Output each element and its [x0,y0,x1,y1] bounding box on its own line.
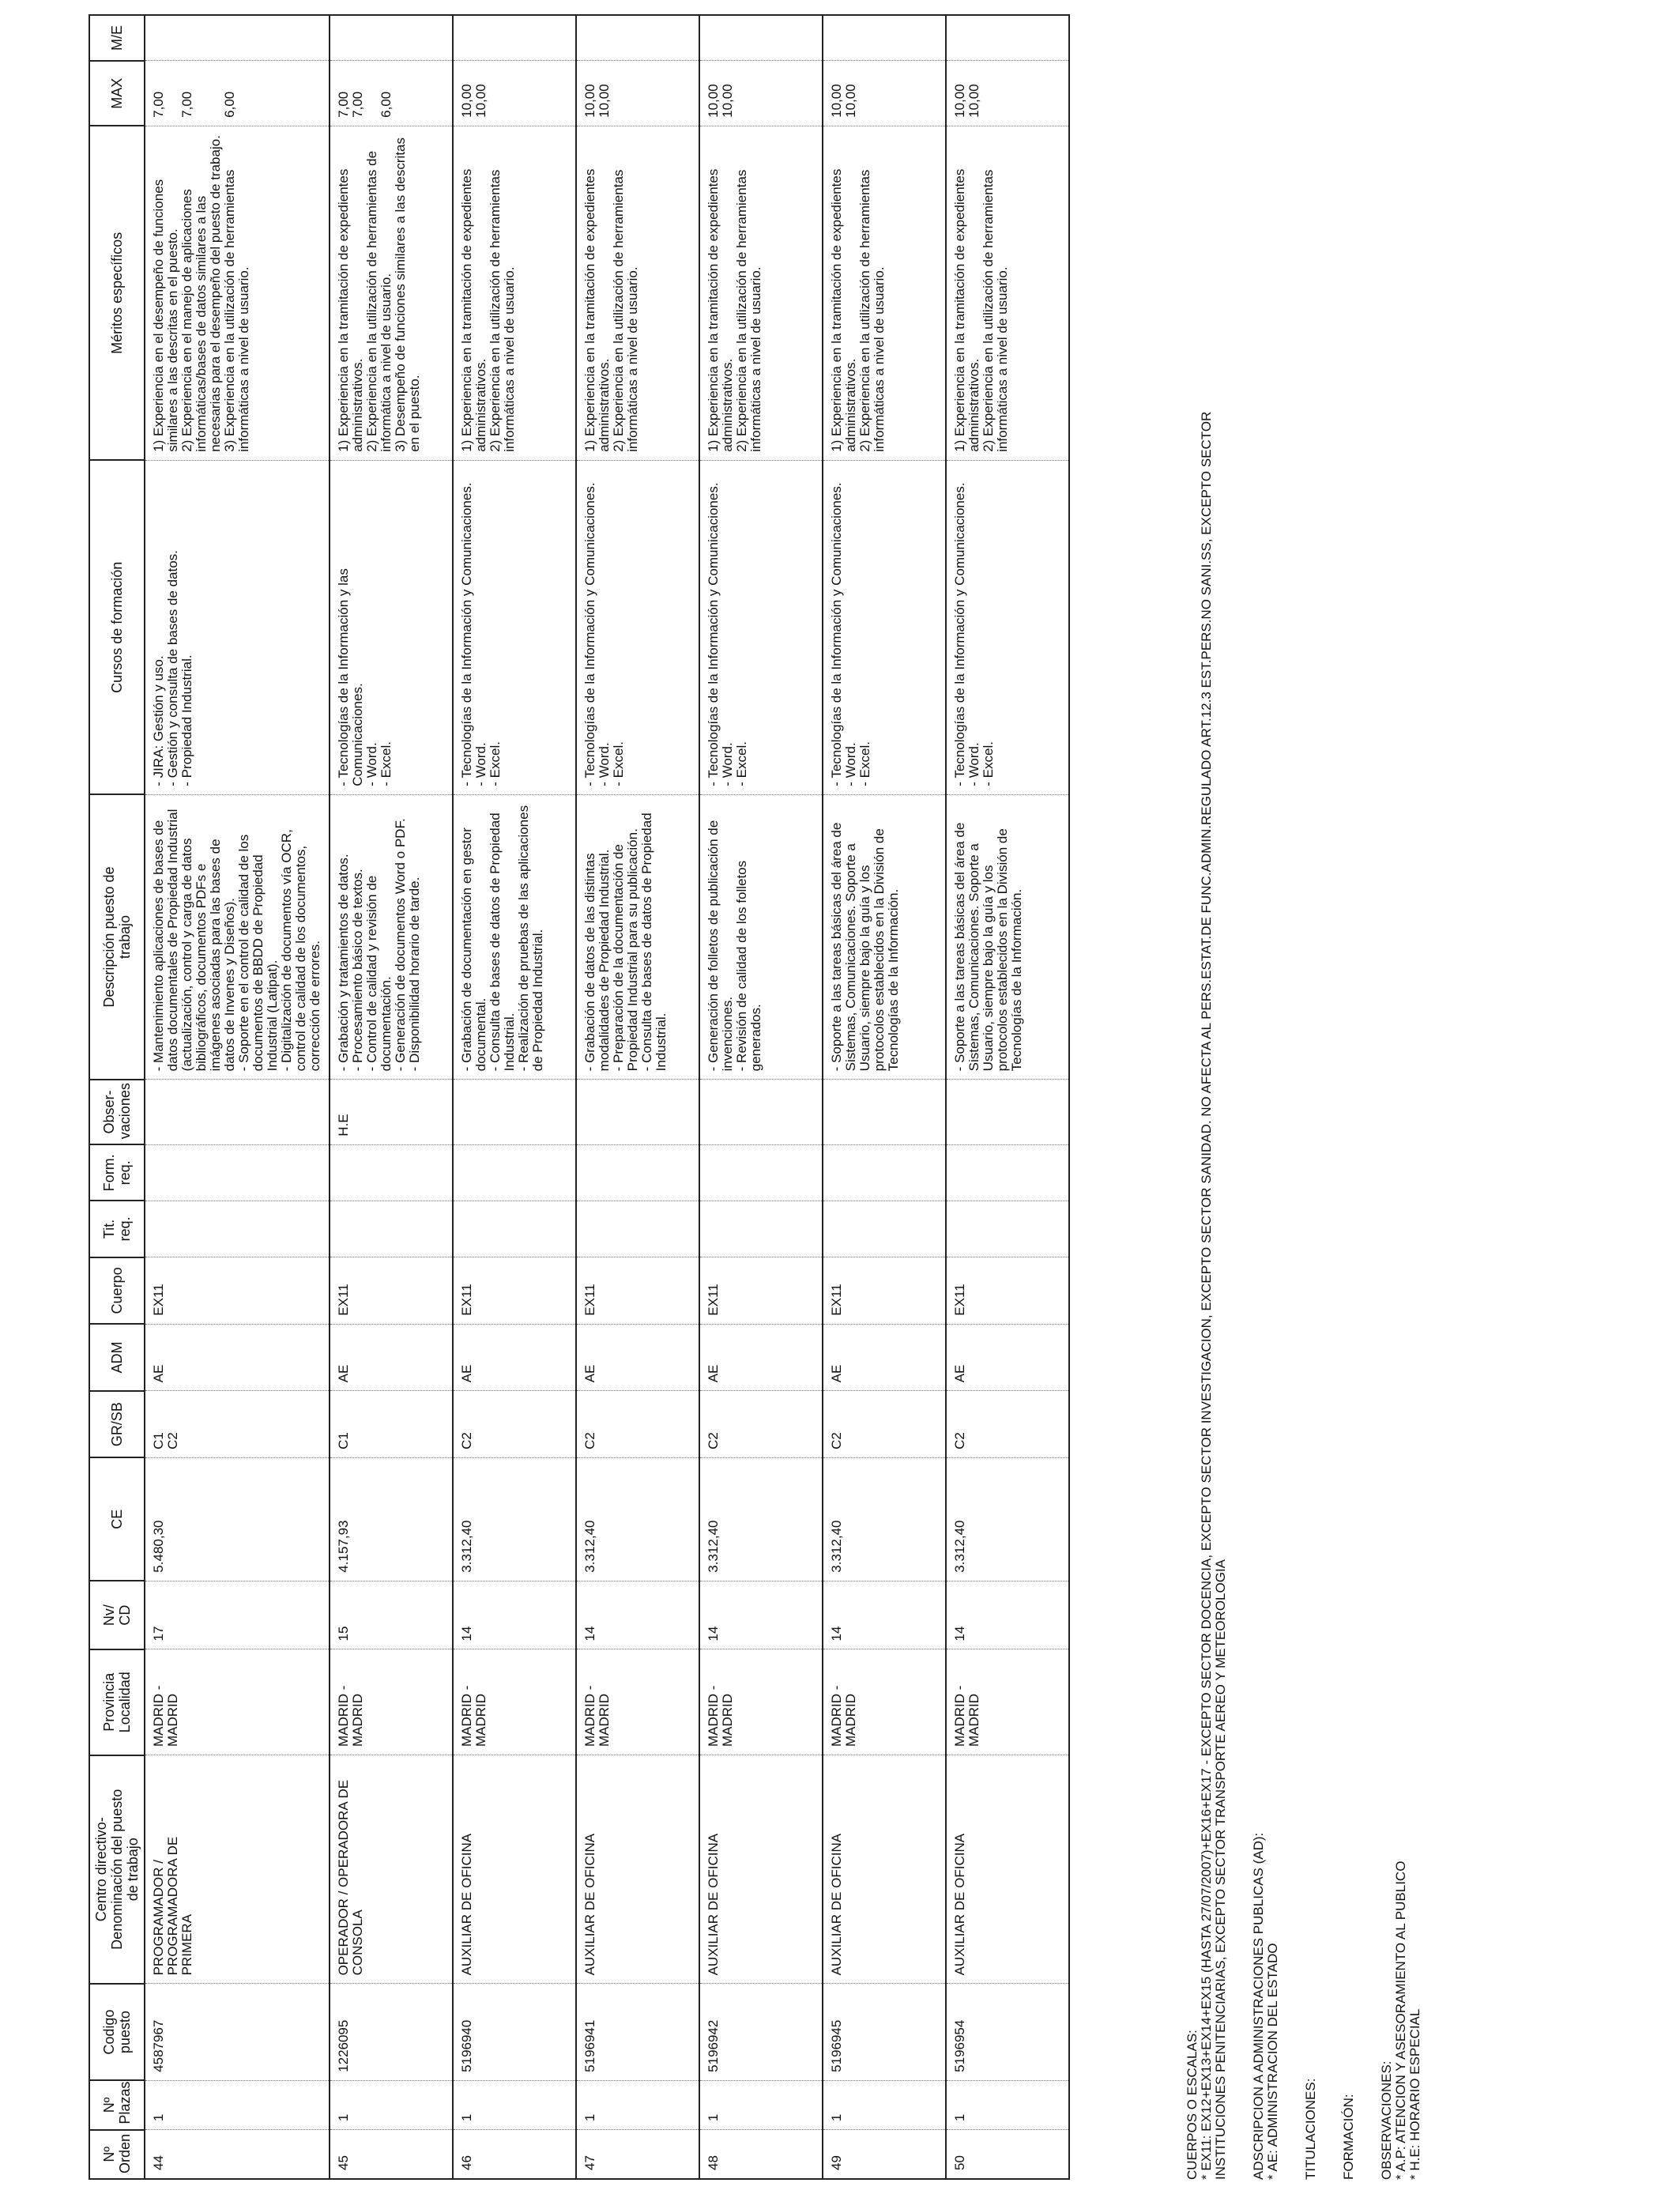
cell-max: 7,00 7,00 6,00 [145,61,330,126]
cell-descripcion: - Grabación de documentación en gestor documental. - Consulta de bases de datos de Propiedad Industrial. - Realización de pruebas de las aplicaciones de Propiedad Industrial. [453,794,576,1080]
cell-centro: AUXILIAR DE OFICINA [699,1755,823,1984]
cell-plazas: 1 [453,2080,576,2129]
header-max: MAX [89,61,145,126]
cell-centro: OPERADOR / OPERADORA DE CONSOLA [330,1755,453,1984]
cell-tit [145,1201,330,1257]
cell-obs: H.E [330,1080,453,1144]
adscripcion-title: ADSCRIPCION A ADMINISTRACIONES PUBLICAS (AD): [1251,1832,1266,2180]
cell-provincia: MADRID - MADRID [823,1649,946,1755]
cell-me [330,15,453,61]
header-me: M/E [89,15,145,61]
cell-cursos: - Tecnologías de la Información y Comunicaciones. - Word. - Excel. [699,460,823,794]
job-positions-table [89,14,1070,2180]
cell-provincia: MADRID - MADRID [330,1649,453,1755]
header-plazas: Nº Plazas [89,2080,145,2129]
cell-cuerpo: EX11 [946,1257,1069,1325]
cell-me [145,15,330,61]
cell-tit [330,1201,453,1257]
cell-cursos: - Tecnologías de la Información y Comunicaciones. - Word. - Excel. [823,460,946,794]
cell-orden: 44 [145,2130,330,2179]
cell-obs [576,1080,699,1144]
cell-adm: AE [453,1324,576,1391]
header-meritos: Méritos específicos [89,126,145,460]
cell-cursos: - Tecnologías de la Información y Comunicaciones. - Word. - Excel. [453,460,576,794]
cell-centro: PROGRAMADOR / PROGRAMADORA DE PRIMERA [145,1755,330,1984]
cell-nivel: 14 [823,1581,946,1649]
cell-adm: AE [330,1324,453,1391]
formacion-section [1342,14,1356,2180]
cell-max: 7,00 7,00 6,00 [330,61,453,126]
cell-nivel: 14 [576,1581,699,1649]
cell-plazas: 1 [330,2080,453,2129]
cell-meritos: 1) Experiencia en la tramitación de expedientes administrativos. 2) Experiencia en la utilización de herramientas informáticas a nivel de usuario. [699,126,823,460]
cell-plazas: 1 [946,2080,1069,2129]
table-row [453,15,576,2179]
cell-cursos: - Tecnologías de la Información y Comunicaciones. - Word. - Excel. [946,460,1069,794]
cell-descripcion: - Generación de folletos de publicación de invenciones. - Revisión de calidad de los folletos generados. [699,794,823,1080]
cell-max: 10,00 10,00 [823,61,946,126]
table-row [946,15,1069,2179]
cell-grsb: C2 [453,1391,576,1458]
header-grsb: GR/SB [89,1391,145,1458]
cell-meritos: 1) Experiencia en la tramitación de expedientes administrativos. 2) Experiencia en la utilización de herramientas de informática a nivel de usuario. 3) Desempeño de funciones similares a las descritas en el puesto. [330,126,453,460]
cell-nivel: 15 [330,1581,453,1649]
cell-centro: AUXILIAR DE OFICINA [576,1755,699,1984]
cell-centro: AUXILIAR DE OFICINA [823,1755,946,1984]
cell-descripcion: - Grabación y tratamientos de datos. - Procesamiento básico de textos. - Control de calidad y revisión de documentación. - Generación de documentos Word o PDF. - Disponibilidad horario de tarde. [330,794,453,1080]
cell-provincia: MADRID - MADRID [576,1649,699,1755]
cell-nivel: 17 [145,1581,330,1649]
cell-provincia: MADRID - MADRID [453,1649,576,1755]
cell-meritos: 1) Experiencia en la tramitación de expedientes administrativos. 2) Experiencia en la utilización de herramientas informáticas a nivel de usuario. [946,126,1069,460]
cell-descripcion: - Soporte a las tareas básicas del área de Sistemas, Comunicaciones. Soporte a Usuario, siempre bajo la guía y los protocolos establecidos en la División de Tecnologías de la Información. [823,794,946,1080]
cell-me [699,15,823,61]
cuerpos-title: CUERPOS O ESCALAS: [1185,2030,1200,2180]
cell-cursos: - Tecnologías de la Información y Comunicaciones. - Word. - Excel. [576,460,699,794]
cell-ce: 5.480,30 [145,1457,330,1581]
table-row [823,15,946,2179]
cell-tit [453,1201,576,1257]
cell-max: 10,00 10,00 [453,61,576,126]
header-orden: Nº Orden [89,2130,145,2179]
cell-codigo: 4587967 [145,1984,330,2080]
cell-form [576,1144,699,1201]
cell-nivel: 14 [453,1581,576,1649]
cell-codigo: 5196954 [946,1984,1069,2080]
cell-obs [145,1080,330,1144]
cell-provincia: MADRID - MADRID [145,1649,330,1755]
cell-me [453,15,576,61]
cell-max: 10,00 10,00 [946,61,1069,126]
cell-cursos: - Tecnologías de la Información y las Comunicaciones. - Word. - Excel. [330,460,453,794]
table-row [145,15,330,2179]
cell-grsb: C2 [699,1391,823,1458]
cell-obs [823,1080,946,1144]
cell-codigo: 5196945 [823,1984,946,2080]
cell-descripcion: - Soporte a las tareas básicas del área de Sistemas, Comunicaciones. Soporte a Usuario, siempre bajo la guía y los protocolos establecidos en la División de Tecnologías de la Información. [946,794,1069,1080]
cell-cuerpo: EX11 [823,1257,946,1325]
cell-tit [576,1201,699,1257]
cell-orden: 50 [946,2130,1069,2179]
cell-meritos: 1) Experiencia en la tramitación de expedientes administrativos. 2) Experiencia en la utilización de herramientas informáticas a nivel de usuario. [453,126,576,460]
header-cursos: Cursos de formación [89,460,145,794]
cell-me [576,15,699,61]
header-adm: ADM [89,1324,145,1391]
cell-descripcion: - Grabación de datos de las distintas modalidades de Propiedad Industrial. - Preparación de la documentación de Propiedad Industrial para su publicación. - Consulta de bases de datos de Propiedad Industrial. [576,794,699,1080]
header-row [89,15,145,2179]
cell-plazas: 1 [576,2080,699,2129]
cell-ce: 3.312,40 [946,1457,1069,1581]
cell-obs [699,1080,823,1144]
header-centro: Centro directivo- Denominación del puesto de trabajo [89,1755,145,1984]
cell-centro: AUXILIAR DE OFICINA [946,1755,1069,1984]
cell-cuerpo: EX11 [330,1257,453,1325]
cell-obs [946,1080,1069,1144]
header-ce: CE [89,1457,145,1581]
cuerpos-text: * EX11: EX12+EX13+EX14+EX15 (HASTA 27/07/2007)+EX16+EX17 - EXCEPTO SECTOR DOCENCIA, EXCEPTO SECTOR INVESTIGACION, EXCEPTO SECTOR SANIDAD. NO AFECTA AL PERS.ESTAT.DE FUNC.ADMIN.REGULADO ART.12.3 EST.PERS.NO SANI.SS, EXCEPTO SECTOR INSTITUCIONES PENITENCIARIAS, EXCEPTO SECTOR TRANSPORTE AEREO Y METEOROLOGIA [1199,411,1228,2180]
cell-adm: AE [823,1324,946,1391]
cell-codigo: 1226095 [330,1984,453,2080]
cell-codigo: 5196941 [576,1984,699,2080]
table-row [576,15,699,2179]
cell-tit [823,1201,946,1257]
cell-cuerpo: EX11 [453,1257,576,1325]
cell-meritos: 1) Experiencia en el desempeño de funciones similares a las descritas en el puesto. 2) Experiencia en el manejo de aplicaciones informáticas/bases de datos similares a las necesarias para el desempeño del puesto de trabajo. 3) Experiencia en la utilización de herramientas informáticas a nivel de usuario. [145,126,330,460]
cell-cuerpo: EX11 [576,1257,699,1325]
cell-ce: 4.157,93 [330,1457,453,1581]
cell-provincia: MADRID - MADRID [946,1649,1069,1755]
cell-orden: 46 [453,2130,576,2179]
cell-me [823,15,946,61]
cell-cursos: - JIRA: Gestión y uso. - Gestión y consulta de bases de datos. - Propiedad Industrial. [145,460,330,794]
observaciones-text: * A.P: ATENCION Y ASESORAMIENTO AL PUBLICO * H.E: HORARIO ESPECIAL [1393,1860,1422,2180]
adscripcion-section [1252,14,1280,2180]
cell-nivel: 14 [699,1581,823,1649]
cell-grsb: C2 [946,1391,1069,1458]
cell-centro: AUXILIAR DE OFICINA [453,1755,576,1984]
table-row [699,15,823,2179]
adscripcion-text: * AE: ADMINISTRACION DEL ESTADO [1265,1943,1280,2180]
cell-provincia: MADRID - MADRID [699,1649,823,1755]
cell-grsb: C2 [576,1391,699,1458]
cell-grsb: C1 C2 [145,1391,330,1458]
header-codigo: Codigo puesto [89,1984,145,2080]
cell-adm: AE [576,1324,699,1391]
cell-meritos: 1) Experiencia en la tramitación de expedientes administrativos. 2) Experiencia en la utilización de herramientas informáticas a nivel de usuario. [576,126,699,460]
header-nivel: Nv/ CD [89,1581,145,1649]
cell-form [946,1144,1069,1201]
cell-max: 10,00 10,00 [576,61,699,126]
observaciones-title: OBSERVACIONES: [1379,2060,1394,2180]
formacion-title: FORMACIÓN: [1341,2094,1356,2180]
cell-codigo: 5196942 [699,1984,823,2080]
cell-tit [699,1201,823,1257]
cell-orden: 49 [823,2130,946,2179]
cell-tit [946,1201,1069,1257]
header-obs: Obser- vaciones [89,1080,145,1144]
cell-plazas: 1 [823,2080,946,2129]
cell-orden: 47 [576,2130,699,2179]
cell-form [699,1144,823,1201]
header-cuerpo: Cuerpo [89,1257,145,1325]
cell-grsb: C2 [823,1391,946,1458]
cell-nivel: 14 [946,1581,1069,1649]
header-provincia: Provincia Localidad [89,1649,145,1755]
cell-form [823,1144,946,1201]
header-tit: Tit. req. [89,1201,145,1257]
cell-ce: 3.312,40 [823,1457,946,1581]
titulaciones-section [1304,14,1318,2180]
cell-adm: AE [145,1324,330,1391]
cell-ce: 3.312,40 [699,1457,823,1581]
cuerpos-section [1185,14,1228,2180]
header-descripcion: Descripción puesto de trabajo [89,794,145,1080]
cell-meritos: 1) Experiencia en la tramitación de expedientes administrativos. 2) Experiencia en la utilización de herramientas informáticas a nivel de usuario. [823,126,946,460]
cell-ce: 3.312,40 [576,1457,699,1581]
cell-plazas: 1 [699,2080,823,2129]
cell-ce: 3.312,40 [453,1457,576,1581]
cell-me [946,15,1069,61]
cell-adm: AE [699,1324,823,1391]
cell-cuerpo: EX11 [699,1257,823,1325]
cell-grsb: C1 [330,1391,453,1458]
cell-form [145,1144,330,1201]
table-row [330,15,453,2179]
cell-obs [453,1080,576,1144]
cell-orden: 45 [330,2130,453,2179]
observaciones-section [1380,14,1422,2180]
cell-form [453,1144,576,1201]
cell-descripcion: - Mantenimiento aplicaciones de bases de datos documentales de Propiedad Industrial (actualización, control y carga de datos bibliográficos, documentos PDFs e imágenes asociadas para las bases de datos de Invenes y Diseños). - Soporte en el control de calidad de los documentos de BBDD de Propiedad Industrial (Latipat). - Digitalización de documentos vía OCR, control de calidad de los documentos, corrección de errores. [145,794,330,1080]
cell-codigo: 5196940 [453,1984,576,2080]
cell-max: 10,00 10,00 [699,61,823,126]
cell-form [330,1144,453,1201]
legend-footer [1185,14,1446,2180]
cell-cuerpo: EX11 [145,1257,330,1325]
titulaciones-title: TITULACIONES: [1303,2078,1318,2180]
cell-plazas: 1 [145,2080,330,2129]
header-form: Form. req. [89,1144,145,1201]
cell-adm: AE [946,1324,1069,1391]
cell-orden: 48 [699,2130,823,2179]
